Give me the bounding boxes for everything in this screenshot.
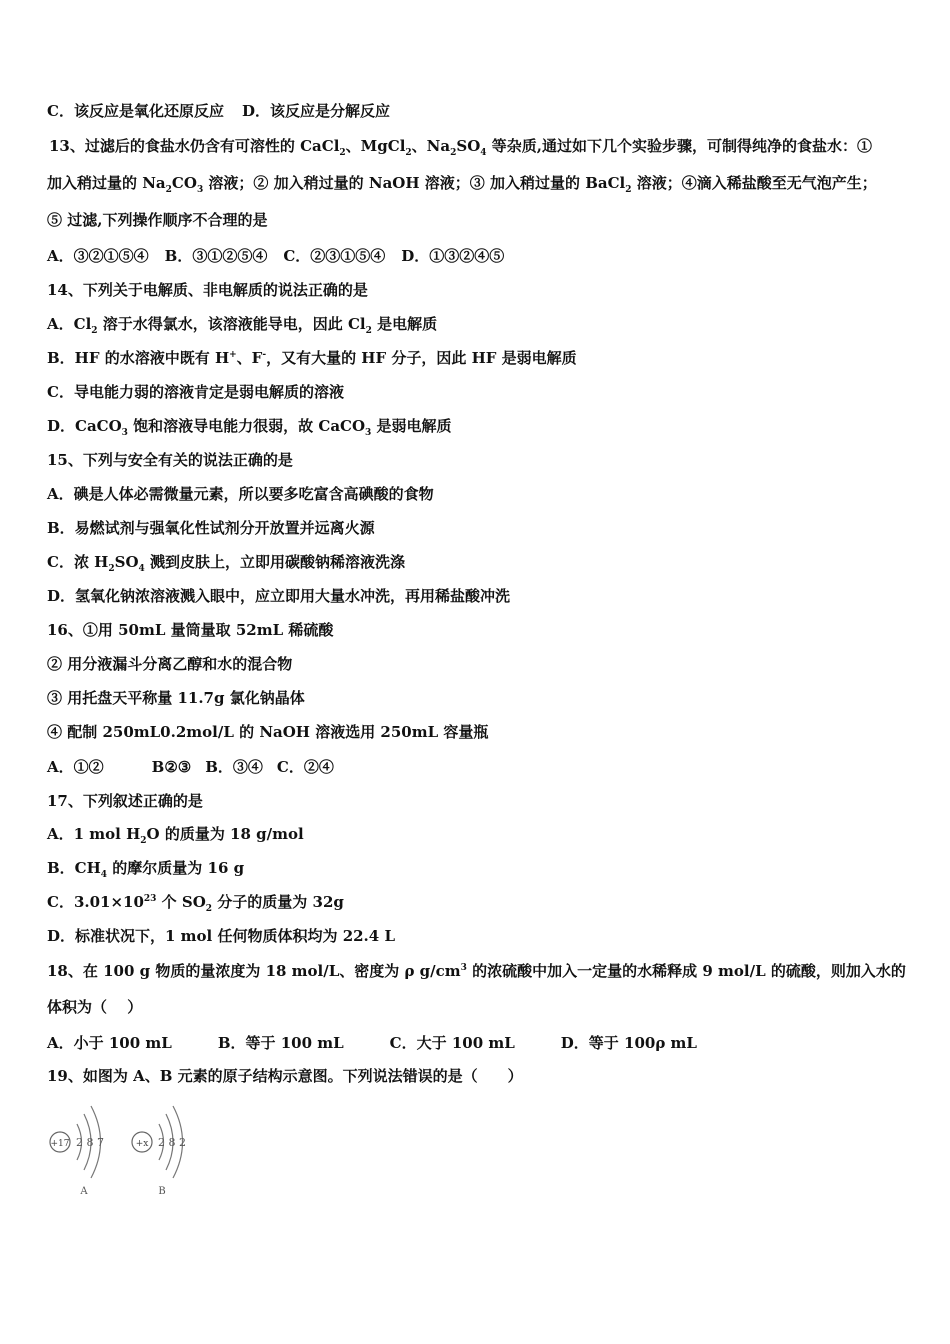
q16-item-3: ③ 用托盘天平称量 11.7g 氯化钠晶体: [47, 689, 305, 707]
q16-item-2: ② 用分液漏斗分离乙醇和水的混合物: [47, 655, 293, 673]
q13-stem-line2: 加入稍过量的 $Na_2CO_3$ 溶液；② 加入稍过量的 NaOH 溶液；③ 加入稍过量的 BaCl$_2$ 溶液；④滴入稀盐酸至无气泡产生；: [47, 174, 877, 195]
atom-b-electrons: 2 8 2: [158, 1136, 186, 1149]
q14-option-c: C．导电能力弱的溶液肯定是弱电解质的溶液: [47, 383, 344, 401]
q18-stem-line1: 18、在 100 g 物质的量浓度为 18 mol/L、密度为 ρ $g/cm^3$ 的浓硫酸中加入一定量的水稀释成 9 mol/L 的硫酸，则加入水的: [47, 962, 906, 980]
option-c: C．②③①⑤④: [283, 247, 386, 265]
q17-stem: 17、下列叙述正确的是: [47, 792, 203, 810]
atom-b-label: B: [158, 1186, 166, 1197]
q19-stem: 19、如图为 A、B 元素的原子结构示意图。下列说法错误的是（ ）: [47, 1067, 523, 1085]
atom-a-nucleus: +17: [50, 1139, 70, 1149]
q14-option-b: B．HF 的水溶液中既有 H+、F-，又有大量的 HF 分子，因此 HF 是弱电解质: [47, 349, 577, 367]
option-d: D．等于 100ρ mL: [560, 1034, 697, 1052]
atom-b-diagram: [132, 1106, 186, 1197]
q16-item-1: 16、①用 50mL 量筒量取 52mL 稀硫酸: [47, 621, 334, 639]
q14-stem: 14、下列关于电解质、非电解质的说法正确的是: [47, 281, 368, 299]
option-a: A．①②: [47, 758, 104, 776]
atom-structure-figure: [46, 1100, 196, 1205]
q17-option-b: B．$CH_4$ 的摩尔质量为 16 g: [47, 859, 245, 880]
option-d: D．①③②④⑤: [401, 247, 505, 265]
atom-a-diagram: [50, 1106, 104, 1197]
q13-stem-line1: 13、过滤后的食盐水仍含有可溶性的 CaCl$_2$、MgCl$_2$、$Na_2SO_4$ 等杂质,通过如下几个实验步骤，可制得纯净的食盐水：①: [49, 137, 872, 158]
q16-item-4: ④ 配制 250mL0.2mol/L 的 NaOH 溶液选用 250mL 容量瓶: [47, 723, 489, 741]
option-c: C．该反应是氧化还原反应: [47, 102, 224, 120]
option-b: B②③: [151, 758, 192, 776]
q14-option-a: A．$Cl_2$ 溶于水得氯水，该溶液能导电，因此 $Cl_2$ 是电解质: [47, 315, 438, 336]
atom-a-electrons: 2 8 7: [76, 1136, 104, 1149]
q18-stem-line2: 体积为（ ）: [47, 998, 143, 1016]
option-b: B．等于 100 mL: [217, 1034, 344, 1052]
q15-option-d: D．氢氧化钠浓溶液溅入眼中，应立即用大量水冲洗，再用稀盐酸冲洗: [47, 587, 511, 605]
option-b: B．③①②⑤④: [164, 247, 268, 265]
q15-option-c: C．浓 $H_2SO_4$ 溅到皮肤上，立即用碳酸钠稀溶液洗涤: [47, 553, 406, 574]
option-d: D．该反应是分解反应: [241, 102, 390, 120]
q16-options: [47, 757, 334, 777]
q12-options-cd: [47, 101, 390, 121]
q18-options: [47, 1033, 697, 1053]
atom-a-label: A: [80, 1186, 88, 1197]
option-c: B．③④: [205, 758, 263, 776]
option-a: A．③②①⑤④: [47, 247, 149, 265]
q15-stem: 15、下列与安全有关的说法正确的是: [47, 451, 293, 469]
q13-stem-line3: ⑤ 过滤,下列操作顺序不合理的是: [47, 211, 268, 229]
atom-b-nucleus: +x: [135, 1139, 149, 1149]
q17-option-c: C．$3.01\times 10^{23}$ 个 $SO_2$ 分子的质量为 32g: [47, 893, 344, 914]
option-c: C．大于 100 mL: [389, 1034, 515, 1052]
q17-option-d: D．标准状况下，1 mol 任何物质体积均为 22.4 L: [47, 927, 395, 945]
q15-option-a: A．碘是人体必需微量元素，所以要多吃富含高碘酸的食物: [47, 485, 434, 503]
q17-option-a: A．1 mol $H_2O$ 的质量为 18 g/mol: [47, 825, 304, 846]
option-a: A．小于 100 mL: [47, 1034, 172, 1052]
option-d: C．②④: [276, 758, 334, 776]
q14-option-d: D．CaCO$_3$ 饱和溶液导电能力很弱，故 CaCO$_3$ 是弱电解质: [47, 417, 452, 438]
q13-options: [47, 246, 504, 266]
q15-option-b: B．易燃试剂与强氧化性试剂分开放置并远离火源: [47, 519, 375, 537]
